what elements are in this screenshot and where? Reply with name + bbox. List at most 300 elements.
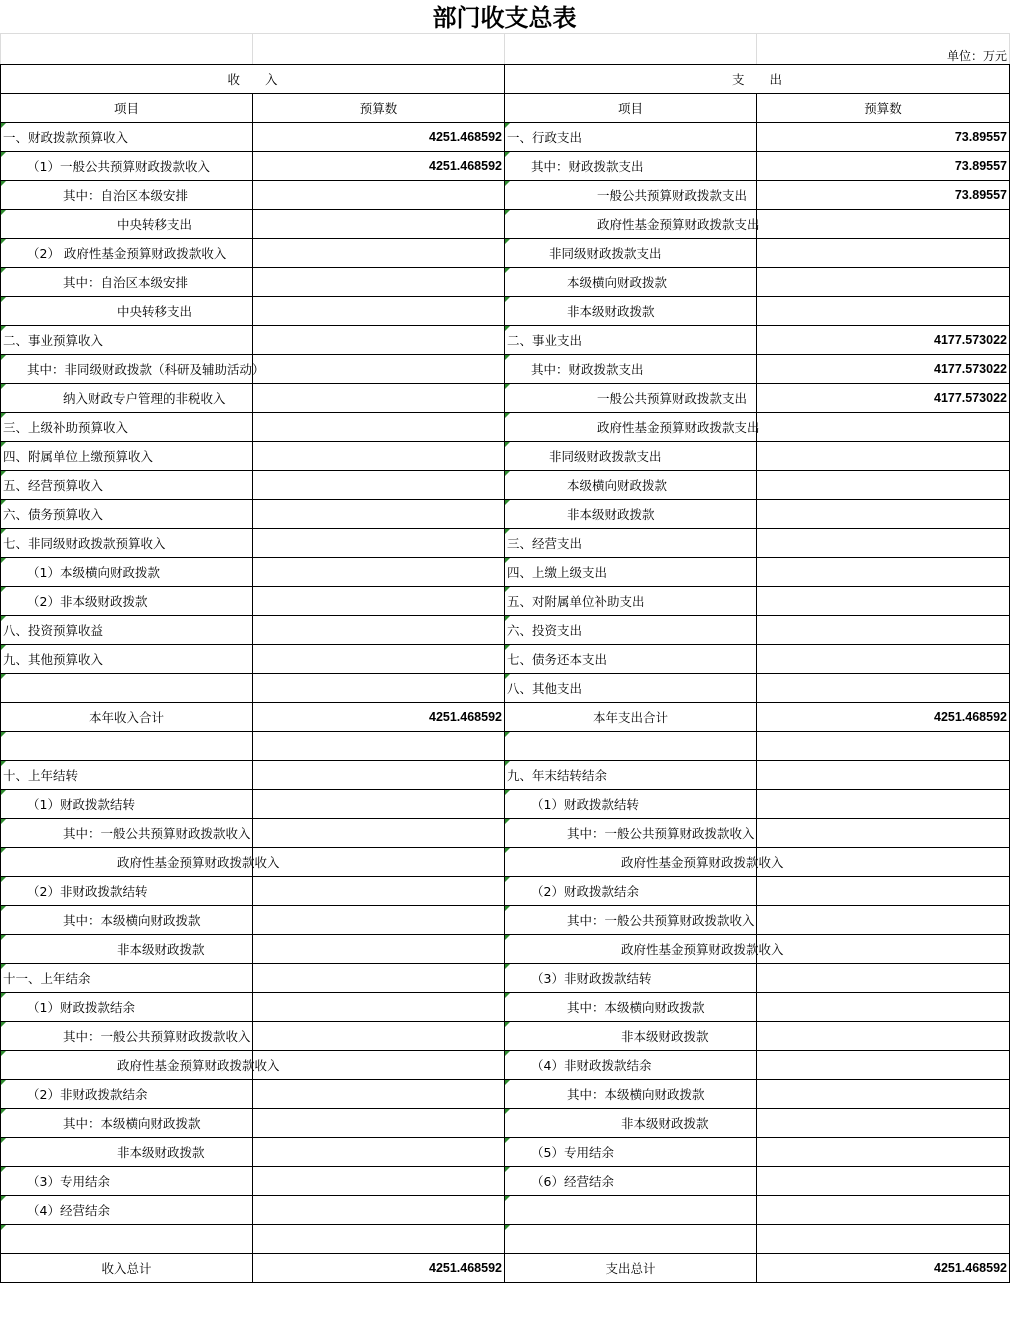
expense-item-cell-text: 其中：一般公共预算财政拨款收入 bbox=[567, 913, 755, 928]
income-item-cell-text: 非本级财政拨款 bbox=[117, 942, 205, 957]
expense-item-cell[interactable] bbox=[505, 384, 757, 413]
expense-item-cell[interactable] bbox=[505, 935, 784, 964]
income-budget-cell[interactable] bbox=[253, 123, 505, 152]
cell-marker-icon bbox=[505, 1225, 510, 1230]
expense-budget-cell[interactable] bbox=[757, 848, 1010, 877]
table-row bbox=[1, 964, 1010, 993]
cell-marker-icon bbox=[1, 645, 6, 650]
income-item-cell-text: （4）经营结余 bbox=[27, 1203, 110, 1218]
income-item-cell-text: 其中：一般公共预算财政拨款收入 bbox=[63, 1029, 251, 1044]
expense-item-cell[interactable] bbox=[505, 442, 757, 471]
income-item-cell[interactable] bbox=[1, 210, 253, 239]
expense-budget-cell-text: 4177.573022 bbox=[934, 391, 1007, 405]
income-item-cell-text: （1）一般公共预算财政拨款收入 bbox=[27, 159, 210, 174]
expense-item-cell[interactable] bbox=[505, 1254, 757, 1283]
income-item-cell[interactable] bbox=[1, 442, 253, 471]
expense-item-cell-text: 八、其他支出 bbox=[507, 681, 583, 696]
expense-budget-cell[interactable] bbox=[757, 645, 1010, 674]
income-item-cell[interactable] bbox=[1, 1051, 280, 1080]
income-item-cell[interactable] bbox=[1, 355, 265, 384]
income-item-cell[interactable] bbox=[1, 181, 253, 210]
table-row bbox=[1, 529, 1010, 558]
income-budget-cell[interactable] bbox=[253, 1254, 505, 1283]
expense-item-cell[interactable] bbox=[505, 1022, 757, 1051]
expense-item-cell-text: （5）专用结余 bbox=[531, 1145, 614, 1160]
expense-header: 支 出 bbox=[505, 65, 1010, 94]
cell-marker-icon bbox=[1, 442, 6, 447]
expense-budget-cell[interactable] bbox=[757, 819, 1010, 848]
income-budget-cell[interactable] bbox=[253, 819, 505, 848]
expense-budget-cell[interactable] bbox=[757, 1225, 1010, 1254]
table-row bbox=[1, 1109, 1010, 1138]
cell-marker-icon bbox=[1, 993, 6, 998]
cell-marker-icon bbox=[505, 906, 510, 911]
income-item-cell[interactable] bbox=[1, 674, 253, 703]
expense-item-cell-text: 九、年末结转结余 bbox=[507, 768, 608, 783]
table-row bbox=[1, 384, 1010, 413]
expense-item-cell-text: 政府性基金预算财政拨款支出 bbox=[597, 217, 760, 232]
income-budget-cell[interactable] bbox=[253, 1225, 505, 1254]
expense-item-cell-text: （1）财政拨款结转 bbox=[531, 797, 639, 812]
income-item-cell[interactable] bbox=[1, 1138, 253, 1167]
income-item-cell[interactable] bbox=[1, 500, 253, 529]
expense-item-cell-text: 支出总计 bbox=[605, 1261, 656, 1276]
cell-marker-icon bbox=[505, 442, 510, 447]
expense-item-cell-text: 政府性基金预算财政拨款收入 bbox=[621, 855, 784, 870]
income-item-cell[interactable] bbox=[1, 384, 253, 413]
table-row bbox=[1, 848, 1010, 877]
cell-marker-icon bbox=[1, 326, 6, 331]
income-item-cell-text: 政府性基金预算财政拨款收入 bbox=[117, 855, 280, 870]
expense-item-cell[interactable] bbox=[505, 906, 757, 935]
cell-marker-icon bbox=[1, 152, 6, 157]
expense-budget-cell[interactable] bbox=[757, 181, 1010, 210]
unit-label: 单位：万元 bbox=[757, 34, 1010, 65]
income-item-cell-text: 十、上年结转 bbox=[3, 768, 79, 783]
cell-marker-icon bbox=[505, 616, 510, 621]
income-budget-cell[interactable] bbox=[253, 529, 505, 558]
income-budget-cell[interactable] bbox=[253, 558, 505, 587]
expense-budget-cell[interactable] bbox=[757, 1196, 1010, 1225]
income-item-cell-text: 十一、上年结余 bbox=[3, 971, 91, 986]
income-budget-cell[interactable] bbox=[253, 645, 505, 674]
cell-marker-icon bbox=[1, 181, 6, 186]
empty-cell[interactable] bbox=[253, 34, 505, 65]
expense-item-header: 项目 bbox=[505, 94, 757, 123]
cell-marker-icon bbox=[505, 1051, 510, 1056]
cell-marker-icon bbox=[1, 732, 6, 737]
income-item-cell[interactable] bbox=[1, 848, 280, 877]
income-item-cell[interactable] bbox=[1, 616, 253, 645]
table-row bbox=[1, 181, 1010, 210]
income-item-cell-text: 其中：非同级财政拨款（科研及辅助活动） bbox=[27, 362, 265, 377]
table-row bbox=[1, 1080, 1010, 1109]
expense-item-cell[interactable] bbox=[505, 239, 757, 268]
cell-marker-icon bbox=[1, 1051, 6, 1056]
income-item-cell-text: 一、财政拨款预算收入 bbox=[3, 130, 129, 145]
income-item-cell-text: 二、事业预算收入 bbox=[3, 333, 104, 348]
cell-marker-icon bbox=[1, 1022, 6, 1027]
expense-budget-cell[interactable] bbox=[757, 964, 1010, 993]
income-item-cell-text: 其中：本级横向财政拨款 bbox=[63, 1116, 201, 1131]
expense-budget-cell-text: 4177.573022 bbox=[934, 362, 1007, 376]
expense-budget-cell[interactable] bbox=[757, 442, 1010, 471]
income-item-cell[interactable] bbox=[1, 529, 253, 558]
expense-item-cell[interactable] bbox=[505, 819, 757, 848]
cell-marker-icon bbox=[1, 1080, 6, 1085]
table-row bbox=[1, 906, 1010, 935]
income-budget-cell[interactable] bbox=[253, 384, 505, 413]
table-row bbox=[1, 413, 1010, 442]
income-budget-cell[interactable] bbox=[253, 703, 505, 732]
expense-budget-cell[interactable] bbox=[757, 1080, 1010, 1109]
expense-item-cell-text: 非本级财政拨款 bbox=[621, 1116, 709, 1131]
section-header-row bbox=[1, 65, 1010, 94]
expense-budget-cell[interactable] bbox=[757, 500, 1010, 529]
income-item-cell[interactable] bbox=[1, 587, 253, 616]
income-item-cell[interactable] bbox=[1, 645, 253, 674]
expense-item-cell-text: 本级横向财政拨款 bbox=[567, 275, 668, 290]
income-budget-cell[interactable] bbox=[253, 848, 505, 877]
expense-item-cell[interactable] bbox=[505, 413, 760, 442]
table-row bbox=[1, 703, 1010, 732]
expense-item-cell-text: 其中：本级横向财政拨款 bbox=[567, 1000, 705, 1015]
income-budget-cell[interactable] bbox=[253, 587, 505, 616]
income-item-cell[interactable] bbox=[1, 326, 253, 355]
expense-budget-cell[interactable] bbox=[757, 703, 1010, 732]
income-budget-cell[interactable] bbox=[253, 1022, 505, 1051]
expense-item-cell[interactable] bbox=[505, 761, 757, 790]
table-row bbox=[1, 674, 1010, 703]
income-item-cell-text: （2）非财政拨款结转 bbox=[27, 884, 148, 899]
expense-budget-cell[interactable] bbox=[757, 906, 1010, 935]
cell-marker-icon bbox=[505, 1109, 510, 1114]
expense-budget-cell[interactable] bbox=[757, 1051, 1010, 1080]
cell-marker-icon bbox=[505, 152, 510, 157]
expense-budget-cell-text: 4251.468592 bbox=[934, 1261, 1007, 1275]
income-item-cell[interactable] bbox=[1, 877, 253, 906]
expense-item-cell[interactable] bbox=[505, 1051, 757, 1080]
income-item-cell-text: 七、非同级财政拨款预算收入 bbox=[3, 536, 166, 551]
income-item-cell-text: （2） 政府性基金预算财政拨款收入 bbox=[27, 246, 227, 261]
income-item-cell[interactable] bbox=[1, 1225, 253, 1254]
expense-item-cell[interactable] bbox=[505, 1109, 757, 1138]
income-item-cell[interactable] bbox=[1, 558, 253, 587]
income-item-cell[interactable] bbox=[1, 297, 253, 326]
income-budget-cell[interactable] bbox=[253, 674, 505, 703]
expense-item-cell[interactable] bbox=[505, 848, 784, 877]
expense-budget-cell[interactable] bbox=[757, 210, 1010, 239]
income-item-cell[interactable] bbox=[1, 152, 253, 181]
expense-budget-cell[interactable] bbox=[757, 993, 1010, 1022]
expense-item-cell[interactable] bbox=[505, 703, 757, 732]
income-budget-cell[interactable] bbox=[253, 1196, 505, 1225]
cell-marker-icon bbox=[1, 529, 6, 534]
table-row bbox=[1, 442, 1010, 471]
expense-item-cell-text: 其中：财政拨款支出 bbox=[531, 159, 644, 174]
expense-budget-cell-text: 4251.468592 bbox=[934, 710, 1007, 724]
expense-item-cell[interactable] bbox=[505, 993, 757, 1022]
table-row bbox=[1, 500, 1010, 529]
expense-budget-cell[interactable] bbox=[757, 587, 1010, 616]
expense-item-cell-text: 其中：本级横向财政拨款 bbox=[567, 1087, 705, 1102]
cell-marker-icon bbox=[505, 790, 510, 795]
income-budget-cell[interactable] bbox=[253, 1051, 505, 1080]
income-item-cell-text: 其中：本级横向财政拨款 bbox=[63, 913, 201, 928]
expense-item-cell-text: （6）经营结余 bbox=[531, 1174, 614, 1189]
income-budget-cell[interactable] bbox=[253, 761, 505, 790]
expense-budget-cell[interactable] bbox=[757, 877, 1010, 906]
income-item-cell[interactable] bbox=[1, 964, 253, 993]
income-budget-cell[interactable] bbox=[253, 906, 505, 935]
expense-item-cell-text: （3）非财政拨款结转 bbox=[531, 971, 652, 986]
table-row bbox=[1, 471, 1010, 500]
cell-marker-icon bbox=[505, 848, 510, 853]
table-row bbox=[1, 645, 1010, 674]
cell-marker-icon bbox=[505, 123, 510, 128]
income-budget-cell[interactable] bbox=[253, 268, 505, 297]
expense-budget-cell[interactable] bbox=[757, 1022, 1010, 1051]
expense-budget-cell[interactable] bbox=[757, 123, 1010, 152]
income-item-cell[interactable] bbox=[1, 1022, 253, 1051]
cell-marker-icon bbox=[505, 558, 510, 563]
expense-budget-cell[interactable] bbox=[757, 1167, 1010, 1196]
cell-marker-icon bbox=[505, 877, 510, 882]
empty-cell[interactable] bbox=[505, 34, 757, 65]
expense-item-cell[interactable] bbox=[505, 732, 757, 761]
income-item-cell-text: 九、其他预算收入 bbox=[3, 652, 104, 667]
income-item-cell-text: 中央转移支出 bbox=[117, 304, 193, 319]
cell-marker-icon bbox=[1, 1109, 6, 1114]
income-budget-header: 预算数 bbox=[253, 94, 505, 123]
income-item-cell[interactable] bbox=[1, 1196, 253, 1225]
expense-item-cell-text: 政府性基金预算财政拨款支出 bbox=[597, 420, 760, 435]
expense-item-cell[interactable] bbox=[505, 1138, 757, 1167]
income-budget-cell[interactable] bbox=[253, 413, 505, 442]
table-row bbox=[1, 152, 1010, 181]
table-row bbox=[1, 1167, 1010, 1196]
income-item-cell[interactable] bbox=[1, 935, 253, 964]
expense-budget-cell[interactable] bbox=[757, 790, 1010, 819]
income-budget-cell[interactable] bbox=[253, 964, 505, 993]
expense-budget-cell[interactable] bbox=[757, 674, 1010, 703]
table-row bbox=[1, 326, 1010, 355]
income-item-cell[interactable] bbox=[1, 123, 253, 152]
expense-item-cell[interactable] bbox=[505, 326, 757, 355]
income-budget-cell[interactable] bbox=[253, 877, 505, 906]
income-item-cell[interactable] bbox=[1, 732, 253, 761]
income-budget-cell[interactable] bbox=[253, 1080, 505, 1109]
income-item-cell[interactable] bbox=[1, 790, 253, 819]
expense-budget-cell[interactable] bbox=[757, 529, 1010, 558]
table-row bbox=[1, 1225, 1010, 1254]
expense-item-cell[interactable] bbox=[505, 500, 757, 529]
expense-budget-cell[interactable] bbox=[757, 471, 1010, 500]
income-item-cell-text: 其中：一般公共预算财政拨款收入 bbox=[63, 826, 251, 841]
income-budget-cell[interactable] bbox=[253, 210, 505, 239]
income-budget-cell[interactable] bbox=[253, 355, 505, 384]
income-item-cell-text: 八、投资预算收益 bbox=[3, 623, 104, 638]
cell-marker-icon bbox=[1, 210, 6, 215]
income-budget-cell[interactable] bbox=[253, 790, 505, 819]
cell-marker-icon bbox=[1, 1196, 6, 1201]
expense-item-cell[interactable] bbox=[505, 587, 757, 616]
expense-item-cell-text: （2）财政拨款结余 bbox=[531, 884, 639, 899]
income-item-cell[interactable] bbox=[1, 906, 253, 935]
income-item-cell[interactable] bbox=[1, 1254, 253, 1283]
expense-budget-cell[interactable] bbox=[757, 558, 1010, 587]
income-item-cell-text: 政府性基金预算财政拨款收入 bbox=[117, 1058, 280, 1073]
expense-item-cell[interactable] bbox=[505, 558, 757, 587]
expense-item-cell-text: （4）非财政拨款结余 bbox=[531, 1058, 652, 1073]
cell-marker-icon bbox=[505, 1138, 510, 1143]
cell-marker-icon bbox=[1, 616, 6, 621]
income-item-cell[interactable] bbox=[1, 993, 253, 1022]
expense-budget-cell[interactable] bbox=[757, 616, 1010, 645]
cell-marker-icon bbox=[1, 268, 6, 273]
cell-marker-icon bbox=[505, 239, 510, 244]
income-budget-cell[interactable] bbox=[253, 1109, 505, 1138]
cell-marker-icon bbox=[1, 1138, 6, 1143]
table-row bbox=[1, 877, 1010, 906]
expense-item-cell[interactable] bbox=[505, 152, 757, 181]
income-item-cell-text: 三、上级补助预算收入 bbox=[3, 420, 129, 435]
expense-item-cell[interactable] bbox=[505, 529, 757, 558]
cell-marker-icon bbox=[505, 964, 510, 969]
income-budget-cell[interactable] bbox=[253, 442, 505, 471]
income-item-cell-text: 纳入财政专户管理的非税收入 bbox=[63, 391, 226, 406]
expense-item-cell[interactable] bbox=[505, 674, 757, 703]
cell-marker-icon bbox=[505, 529, 510, 534]
expense-budget-cell[interactable] bbox=[757, 268, 1010, 297]
table-row bbox=[1, 616, 1010, 645]
income-budget-cell[interactable] bbox=[253, 732, 505, 761]
cell-marker-icon bbox=[1, 819, 6, 824]
income-item-header: 项目 bbox=[1, 94, 253, 123]
expense-item-cell-text: 非同级财政拨款支出 bbox=[549, 449, 662, 464]
expense-item-cell[interactable] bbox=[505, 471, 757, 500]
expense-budget-cell[interactable] bbox=[757, 384, 1010, 413]
expense-budget-cell[interactable] bbox=[757, 1138, 1010, 1167]
income-item-cell[interactable] bbox=[1, 1080, 253, 1109]
income-item-cell-text: 中央转移支出 bbox=[117, 217, 193, 232]
cell-marker-icon bbox=[505, 500, 510, 505]
table-row bbox=[1, 790, 1010, 819]
cell-marker-icon bbox=[505, 268, 510, 273]
cell-marker-icon bbox=[505, 761, 510, 766]
cell-marker-icon bbox=[1, 500, 6, 505]
income-budget-cell[interactable] bbox=[253, 181, 505, 210]
table-row bbox=[1, 761, 1010, 790]
income-item-cell[interactable] bbox=[1, 1167, 253, 1196]
income-item-cell[interactable] bbox=[1, 413, 253, 442]
cell-marker-icon bbox=[505, 935, 510, 940]
income-budget-cell[interactable] bbox=[253, 500, 505, 529]
income-budget-cell[interactable] bbox=[253, 152, 505, 181]
expense-item-cell[interactable] bbox=[505, 877, 757, 906]
expense-item-cell[interactable] bbox=[505, 964, 757, 993]
income-budget-cell[interactable] bbox=[253, 616, 505, 645]
income-item-cell[interactable] bbox=[1, 819, 253, 848]
cell-marker-icon bbox=[1, 123, 6, 128]
income-budget-cell[interactable] bbox=[253, 1138, 505, 1167]
expense-item-cell[interactable] bbox=[505, 616, 757, 645]
expense-budget-cell[interactable] bbox=[757, 326, 1010, 355]
cell-marker-icon bbox=[1, 935, 6, 940]
cell-marker-icon bbox=[505, 181, 510, 186]
income-item-cell[interactable] bbox=[1, 761, 253, 790]
expense-item-cell[interactable] bbox=[505, 1225, 757, 1254]
cell-marker-icon bbox=[1, 877, 6, 882]
cell-marker-icon bbox=[505, 326, 510, 331]
cell-marker-icon bbox=[505, 993, 510, 998]
cell-marker-icon bbox=[1, 558, 6, 563]
cell-marker-icon bbox=[505, 355, 510, 360]
income-item-cell[interactable] bbox=[1, 1109, 253, 1138]
cell-marker-icon bbox=[1, 587, 6, 592]
income-item-cell[interactable] bbox=[1, 703, 253, 732]
expense-budget-cell[interactable] bbox=[757, 239, 1010, 268]
expense-item-cell[interactable] bbox=[505, 1196, 757, 1225]
expense-item-cell[interactable] bbox=[505, 645, 757, 674]
cell-marker-icon bbox=[1, 239, 6, 244]
income-budget-cell[interactable] bbox=[253, 297, 505, 326]
expense-budget-cell-text: 73.89557 bbox=[954, 188, 1007, 202]
expense-item-cell[interactable] bbox=[505, 210, 760, 239]
expense-budget-cell[interactable] bbox=[757, 152, 1010, 181]
income-budget-cell-text: 4251.468592 bbox=[429, 159, 502, 173]
income-item-cell-text: 收入总计 bbox=[101, 1261, 152, 1276]
expense-budget-cell[interactable] bbox=[757, 355, 1010, 384]
expense-budget-cell[interactable] bbox=[757, 1254, 1010, 1283]
expense-item-cell[interactable] bbox=[505, 790, 757, 819]
income-item-cell[interactable] bbox=[1, 239, 253, 268]
expense-budget-cell[interactable] bbox=[757, 935, 1010, 964]
cell-marker-icon bbox=[505, 1167, 510, 1172]
income-budget-cell[interactable] bbox=[253, 993, 505, 1022]
expense-budget-cell[interactable] bbox=[757, 297, 1010, 326]
income-budget-cell[interactable] bbox=[253, 326, 505, 355]
cell-marker-icon bbox=[505, 645, 510, 650]
income-budget-cell-text: 4251.468592 bbox=[429, 130, 502, 144]
income-item-cell-text: （3）专用结余 bbox=[27, 1174, 110, 1189]
expense-item-cell[interactable] bbox=[505, 1080, 757, 1109]
expense-budget-cell[interactable] bbox=[757, 1109, 1010, 1138]
expense-budget-cell[interactable] bbox=[757, 413, 1010, 442]
table-row bbox=[1, 1022, 1010, 1051]
income-item-cell[interactable] bbox=[1, 471, 253, 500]
income-budget-cell[interactable] bbox=[253, 1167, 505, 1196]
expense-item-cell[interactable] bbox=[505, 123, 757, 152]
expense-item-cell[interactable] bbox=[505, 181, 757, 210]
expense-item-cell[interactable] bbox=[505, 355, 757, 384]
expense-item-cell[interactable] bbox=[505, 1167, 757, 1196]
expense-budget-cell[interactable] bbox=[757, 761, 1010, 790]
expense-item-cell-text: 非同级财政拨款支出 bbox=[549, 246, 662, 261]
expense-item-cell[interactable] bbox=[505, 297, 757, 326]
budget-table bbox=[0, 33, 1010, 1283]
empty-cell[interactable] bbox=[1, 34, 253, 65]
expense-item-cell[interactable] bbox=[505, 268, 757, 297]
expense-budget-cell[interactable] bbox=[757, 732, 1010, 761]
table-row bbox=[1, 935, 1010, 964]
expense-item-cell-text: 一般公共预算财政拨款支出 bbox=[597, 188, 748, 203]
income-budget-cell[interactable] bbox=[253, 935, 505, 964]
income-item-cell[interactable] bbox=[1, 268, 253, 297]
expense-item-cell-text: 四、上缴上级支出 bbox=[507, 565, 608, 580]
income-budget-cell[interactable] bbox=[253, 471, 505, 500]
income-budget-cell[interactable] bbox=[253, 239, 505, 268]
